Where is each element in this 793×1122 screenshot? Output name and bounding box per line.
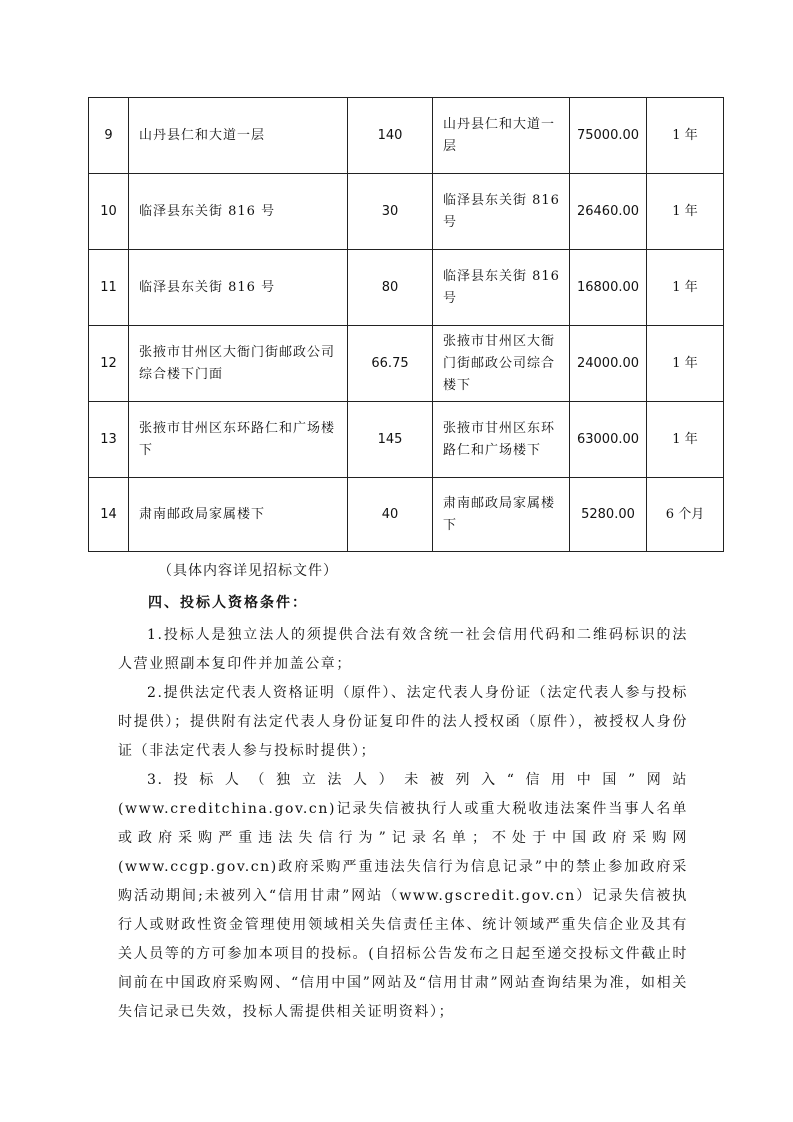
rent-price: 26460.00 [570,174,647,250]
section-heading: 四、投标人资格条件： [148,595,308,611]
table-row [89,402,724,478]
rent-price: 24000.00 [570,326,647,402]
rent-price: 63000.00 [570,402,647,478]
property-area: 140 [348,98,433,174]
lease-term: 1 年 [647,250,724,326]
lease-term: 6 个月 [647,478,724,552]
row-number: 13 [89,402,129,478]
property-location: 肃南邮政局家属楼下 [433,478,570,552]
property-location: 临泽县东关街 816 号 [433,174,570,250]
property-location: 张掖市甘州区东环路仁和广场楼下 [433,402,570,478]
lease-term: 1 年 [647,174,724,250]
property-area: 80 [348,250,433,326]
property-area: 30 [348,174,433,250]
property-area: 145 [348,402,433,478]
property-location: 临泽县东关街 816 号 [433,250,570,326]
table-row [89,174,724,250]
rent-price: 16800.00 [570,250,647,326]
property-address: 张掖市甘州区大衙门街邮政公司综合楼下门面 [129,326,348,402]
lease-term: 1 年 [647,402,724,478]
rent-price: 75000.00 [570,98,647,174]
row-number: 11 [89,250,129,326]
rent-price: 5280.00 [570,478,647,552]
rental-table [88,97,724,552]
row-number: 9 [89,98,129,174]
property-address: 临泽县东关街 816 号 [129,250,348,326]
property-address: 肃南邮政局家属楼下 [129,478,348,552]
lease-term: 1 年 [647,326,724,402]
table-row [89,478,724,552]
property-address: 山丹县仁和大道一层 [129,98,348,174]
lease-term: 1 年 [647,98,724,174]
property-location: 张掖市甘州区大衙门街邮政公司综合楼下 [433,326,570,402]
table-note: （具体内容详见招标文件） [158,563,338,579]
table-row [89,326,724,402]
row-number: 10 [89,174,129,250]
row-number: 14 [89,478,129,552]
property-location: 山丹县仁和大道一层 [433,98,570,174]
property-address: 张掖市甘州区东环路仁和广场楼下 [129,402,348,478]
paragraph-requirement-1: 1.投标人是独立法人的须提供合法有效含统一社会信用代码和二维码标识的法人营业照副本复印件并加盖公章； [118,627,688,672]
row-number: 12 [89,326,129,402]
property-area: 66.75 [348,326,433,402]
table-row [89,250,724,326]
property-address: 临泽县东关街 816 号 [129,174,348,250]
paragraph-requirement-2: 2.提供法定代表人资格证明（原件）、法定代表人身份证（法定代表人参与投标时提供）；提供附有法定代表人身份证复印件的法人授权函（原件），被授权人身份证（非法定代表人参与投标时提供）； [118,685,688,759]
paragraph-requirement-3: 3.投标人（独立法人）未被列入“信用中国”网站(www.creditchina.gov.cn)记录失信被执行人或重大税收违法案件当事人名单或政府采购严重违法失信行为”记录名单；不处于中国政府采购网(www.ccgp.gov.cn)政府采购严重违法失信行为信息记录”中的禁止参加政府采购活动期间;未被列入“信用甘肃”网站（www.gscredit.gov.cn）记录失信被执行人或财政性资金管理使用领域相关失信责任主体、统计领域严重失信企业及其有关人员等的方可参加本项目的投标。(自招标公告发布之日起至递交投标文件截止时间前在中国政府采购网、“信用中国”网站及“信用甘肃”网站查询结果为准，如相关失信记录已失效，投标人需提供相关证明资料）； [118,772,688,1020]
table-row [89,98,724,174]
property-area: 40 [348,478,433,552]
